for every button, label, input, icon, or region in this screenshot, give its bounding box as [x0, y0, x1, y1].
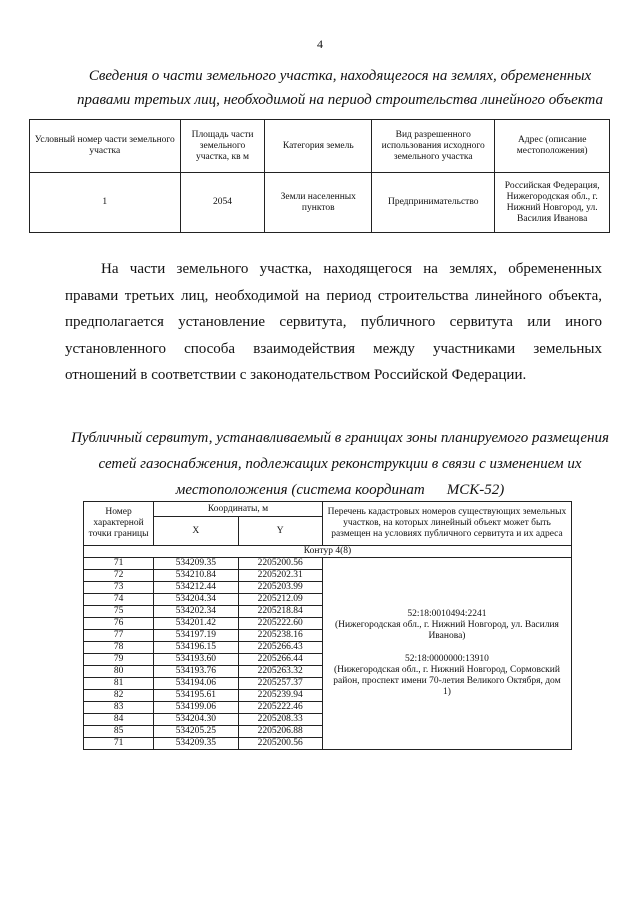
cell-part-number: 1: [30, 173, 181, 233]
point-x: 534193.60: [154, 654, 238, 666]
point-x: 534212.44: [154, 582, 238, 594]
point-number: 84: [84, 714, 154, 726]
point-x: 534199.06: [154, 702, 238, 714]
heading-fragment: местоположения (система координат: [175, 482, 425, 498]
point-number: 72: [84, 570, 154, 582]
heading-line: Сведения о части земельного участка, находящегося на землях, обремененных: [88, 68, 592, 84]
point-y: 2205266.44: [238, 654, 322, 666]
point-x: 534205.25: [154, 726, 238, 738]
point-x: 534209.35: [154, 738, 238, 750]
header-cell-part-number: Условный номер части земельного участка: [30, 120, 181, 173]
point-y: 2205208.33: [238, 714, 322, 726]
point-number: 71: [84, 558, 154, 570]
header-cell-area: Площадь части земельного участка, кв м: [180, 120, 265, 173]
point-number: 78: [84, 642, 154, 654]
heading-line: Публичный сервитут, устанавливаемый в границах зоны планируемого размещения: [71, 430, 609, 446]
parcel-number: 52:18:0010494:2241: [407, 609, 487, 619]
contour-row: [84, 546, 572, 558]
point-y: 2205200.56: [238, 738, 322, 750]
point-y: 2205200.56: [238, 558, 322, 570]
parcel-address: (Нижегородская обл., г. Нижний Новгород, ул. Василия Иванова): [334, 620, 559, 641]
point-y: 2205263.32: [238, 666, 322, 678]
header-cell-permitted-use: Вид разрешенного использования исходного земельного участка: [372, 120, 495, 173]
body-paragraph: [65, 256, 602, 389]
header-cell-parcel-list: Перечень кадастровых номеров существующих земельных участков, на которых линейный объект может быть размещен на условиях публичного сервитута и их адреса: [322, 502, 571, 546]
header-cell-land-category: Категория земель: [265, 120, 372, 173]
header-cell-point-number: Номер характерной точки границы: [84, 502, 154, 546]
point-number: 85: [84, 726, 154, 738]
point-x: 534201.42: [154, 618, 238, 630]
point-y: 2205239.94: [238, 690, 322, 702]
cell-permitted-use: Предпринимательство: [372, 173, 495, 233]
point-number: 81: [84, 678, 154, 690]
cell-address: Российская Федерация, Нижегородская обл., г. Нижний Новгород, ул. Василия Иванова: [495, 173, 610, 233]
table-row: [84, 558, 572, 570]
point-number: 80: [84, 666, 154, 678]
cell-land-category: Земли населенных пунктов: [265, 173, 372, 233]
parcel-address: (Нижегородская обл., г. Нижний Новгород, Сормовский район, проспект имени 70-летия Великого Октября, дом 1): [333, 665, 561, 697]
point-number: 77: [84, 630, 154, 642]
point-x: 534209.35: [154, 558, 238, 570]
heading-line: [60, 477, 620, 503]
point-number: 71: [84, 738, 154, 750]
point-x: 534204.30: [154, 714, 238, 726]
point-number: 82: [84, 690, 154, 702]
point-y: 2205203.99: [238, 582, 322, 594]
header-cell-coordinates: Координаты, м: [154, 502, 323, 517]
header-cell-x: X: [154, 517, 238, 546]
header-cell-address: Адрес (описание местоположения): [495, 120, 610, 173]
point-number: 75: [84, 606, 154, 618]
parcel-number: 52:18:0000000:13910: [404, 654, 489, 664]
paragraph-line: правами третьих лиц, необходимой на период строительства линейного объекта,: [65, 287, 602, 304]
point-y: 2205212.09: [238, 594, 322, 606]
point-y: 2205257.37: [238, 678, 322, 690]
page-number: 4: [317, 37, 323, 51]
point-x: 534204.34: [154, 594, 238, 606]
heading-fragment: МСК-52): [446, 482, 505, 498]
point-x: 534210.84: [154, 570, 238, 582]
point-x: 534197.19: [154, 630, 238, 642]
point-y: 2205266.43: [238, 642, 322, 654]
paragraph-line: На части земельного участка, находящегося на землях, обремененных: [101, 261, 602, 277]
servitude-coordinates-table: [83, 501, 572, 750]
section-heading-public-servitude: [60, 425, 620, 503]
point-x: 534194.06: [154, 678, 238, 690]
table-header-row: [84, 502, 572, 517]
point-number: 79: [84, 654, 154, 666]
point-number: 74: [84, 594, 154, 606]
heading-line: правами третьих лиц, необходимой на период строительства линейного объекта: [76, 92, 604, 108]
point-number: 76: [84, 618, 154, 630]
paragraph-line: отношений в соответствии с законодательством Российской Федерации.: [65, 367, 527, 383]
table-header-row: [30, 120, 610, 173]
point-y: 2205222.46: [238, 702, 322, 714]
section-heading-land-part: [60, 64, 620, 112]
cell-area: 2054: [180, 173, 265, 233]
point-x: 534195.61: [154, 690, 238, 702]
paragraph-line: установленного способа взаимодействия между участниками земельных: [65, 340, 602, 357]
point-y: 2205206.88: [238, 726, 322, 738]
table-row: [30, 173, 610, 233]
contour-label: Контур 4(8): [84, 546, 572, 558]
paragraph-line: предполагается установление сервитута, публичного сервитута или иного: [65, 314, 602, 330]
parcel-list-cell: [322, 558, 571, 750]
point-y: 2205238.16: [238, 630, 322, 642]
header-cell-y: Y: [238, 517, 322, 546]
point-y: 2205218.84: [238, 606, 322, 618]
point-y: 2205202.31: [238, 570, 322, 582]
point-y: 2205222.60: [238, 618, 322, 630]
heading-line: сетей газоснабжения, подлежащих реконструкции в связи с изменением их: [98, 456, 582, 472]
point-number: 83: [84, 702, 154, 714]
land-part-table: [29, 119, 610, 233]
point-x: 534193.76: [154, 666, 238, 678]
point-x: 534196.15: [154, 642, 238, 654]
point-number: 73: [84, 582, 154, 594]
point-x: 534202.34: [154, 606, 238, 618]
